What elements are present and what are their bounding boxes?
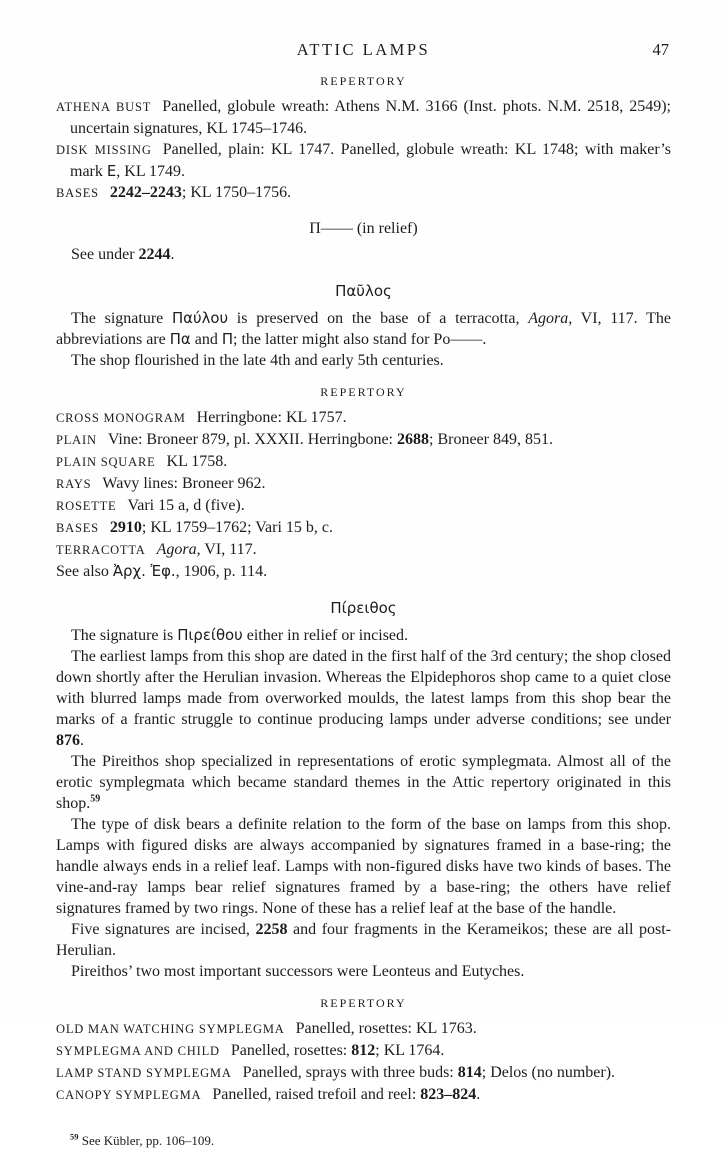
- entry-label: ROSETTE: [56, 499, 117, 513]
- paragraph-paulos-2: The shop flourished in the late 4th and early 5th centuries.: [71, 352, 444, 369]
- entry-label: OLD MAN WATCHING SYMPLEGMA: [56, 1022, 285, 1036]
- entry-text: 2910; KL 1759–1762; Vari 15 b, c.: [109, 519, 333, 536]
- entry-text: Panelled, rosettes: KL 1763.: [295, 1020, 477, 1037]
- entry-text: Vine: Broneer 879, pl. XXXII. Herringbone: 2688; Broneer 849, 851.: [107, 431, 553, 448]
- page-number: 47: [652, 40, 669, 59]
- repertory-entry-plain: [56, 429, 671, 451]
- repertory-entry-bases-2: [56, 517, 671, 539]
- entry-label: RAYS: [56, 477, 92, 491]
- entry-label: TERRACOTTA: [56, 543, 146, 557]
- paragraph-pireithos-2: The earliest lamps from this shop are dated in the first half of the 3rd century; the shop closed down shortly after the Herulian invasion. Whereas the Elpidephoros shop came to a quiet close with blurred lamps made from overworked moulds, the latest lamps from this shop bear the marks of a frantic struggle to continue producing lamps under adverse conditions; see under 876.: [56, 648, 671, 749]
- page-title: ATTIC LAMPS: [296, 40, 431, 59]
- entry-label: LAMP STAND SYMPLEGMA: [56, 1066, 232, 1080]
- paragraph-pireithos-3: The Pireithos shop specialized in representations of erotic symplegmata. Almost all of the erotic symplegmata which became standard themes in the Attic repertory originated in this shop.$^{59}$: [56, 753, 671, 812]
- running-head: [56, 40, 671, 60]
- footnote-59: $^{59}$ See Kübler, pp. 106–109.: [70, 1131, 215, 1148]
- repertory-entry-rays: [56, 473, 671, 495]
- entry-text: Vari 15 a, d (five).: [127, 497, 245, 514]
- repertory-entry-symplegma-child: [56, 1040, 671, 1062]
- repertory-entry-cross-monogram: [56, 407, 671, 429]
- entry-label: BASES: [56, 521, 99, 535]
- repertory-entry-athena-bust: [56, 96, 671, 139]
- entry-text: 2242–2243; KL 1750–1756.: [109, 184, 292, 201]
- paragraph-pireithos-5: Five signatures are incised, 2258 and four fragments in the Kerameikos; these are all post-Herulian.: [56, 921, 672, 959]
- entry-label: ATHENA BUST: [56, 100, 152, 114]
- section-heading-pireithos: Πίρειθος: [330, 599, 397, 617]
- paragraph-paulos-1: The signature Παύλου is preserved on the base of a terracotta, Agora, VI, 117. The abbreviations are Πα and Π; the latter might also stand for Po——.: [56, 309, 671, 348]
- repertory-entry-plain-square: [56, 451, 671, 473]
- entry-label: SYMPLEGMA AND CHILD: [56, 1044, 220, 1058]
- repertory-heading-3: REPERTORY: [320, 996, 407, 1010]
- entry-text: Agora, VI, 117.: [156, 541, 257, 558]
- paragraph-pireithos-4: The type of disk bears a definite relation to the form of the base on lamps from this shop. Lamps with figured disks are always accompanied by signatures framed in a base-ring; the handle always ends in a relief leaf. Lamps with non-figured disks have two kinds of bases. The vine-and-ray lamps bear relief signatures framed by a base-ring; the others have relief signatures framed by two rings. None of these has a relief leaf at the base of the handle.: [56, 816, 671, 917]
- repertory-entry-lamp-stand: [56, 1062, 671, 1084]
- entry-label: PLAIN SQUARE: [56, 455, 156, 469]
- entry-label: CANOPY SYMPLEGMA: [56, 1088, 202, 1102]
- entry-text: Panelled, globule wreath: Athens N.M. 3166 (Inst. phots. N.M. 2518, 2549); uncertain signatures, KL 1745–1746.: [70, 98, 672, 137]
- entry-text: Wavy lines: Broneer 962.: [102, 475, 266, 492]
- entry-text: Panelled, rosettes: 812; KL 1764.: [230, 1042, 445, 1059]
- entry-text: KL 1758.: [166, 453, 228, 470]
- entry-text: Panelled, sprays with three buds: 814; Delos (no number).: [242, 1064, 616, 1081]
- repertory-heading-1: REPERTORY: [320, 74, 407, 88]
- entry-label: BASES: [56, 186, 99, 200]
- entry-text: Panelled, raised trefoil and reel: 823–824.: [212, 1086, 481, 1103]
- see-also-line: See also Ἀρχ. Ἐφ., 1906, p. 114.: [56, 562, 268, 580]
- entry-label: CROSS MONOGRAM: [56, 411, 186, 425]
- entry-label: PLAIN: [56, 433, 97, 447]
- section-heading-paulos: Παῦλος: [335, 282, 392, 300]
- paragraph-pireithos-1: The signature is Πιρείθου either in relief or incised.: [71, 626, 409, 644]
- entry-text: Panelled, plain: KL 1747. Panelled, globule wreath: KL 1748; with maker’s mark E, KL 1749.: [70, 141, 671, 180]
- repertory-entry-bases-1: [56, 182, 671, 204]
- pi-relief-heading: Π—— (in relief): [309, 220, 418, 237]
- repertory-entry-canopy: [56, 1084, 671, 1106]
- repertory-entry-disk-missing: [56, 139, 671, 182]
- repertory-entry-old-man-watching: [56, 1018, 671, 1040]
- entry-label: DISK MISSING: [56, 143, 152, 157]
- see-under-line: See under 2244.: [71, 246, 175, 263]
- repertory-heading-2: REPERTORY: [320, 385, 407, 399]
- paragraph-pireithos-6: Pireithos’ two most important successors were Leonteus and Eutyches.: [71, 963, 525, 980]
- repertory-entry-terracotta: [56, 539, 671, 561]
- repertory-entry-rosette: [56, 495, 671, 517]
- entry-text: Herringbone: KL 1757.: [196, 409, 347, 426]
